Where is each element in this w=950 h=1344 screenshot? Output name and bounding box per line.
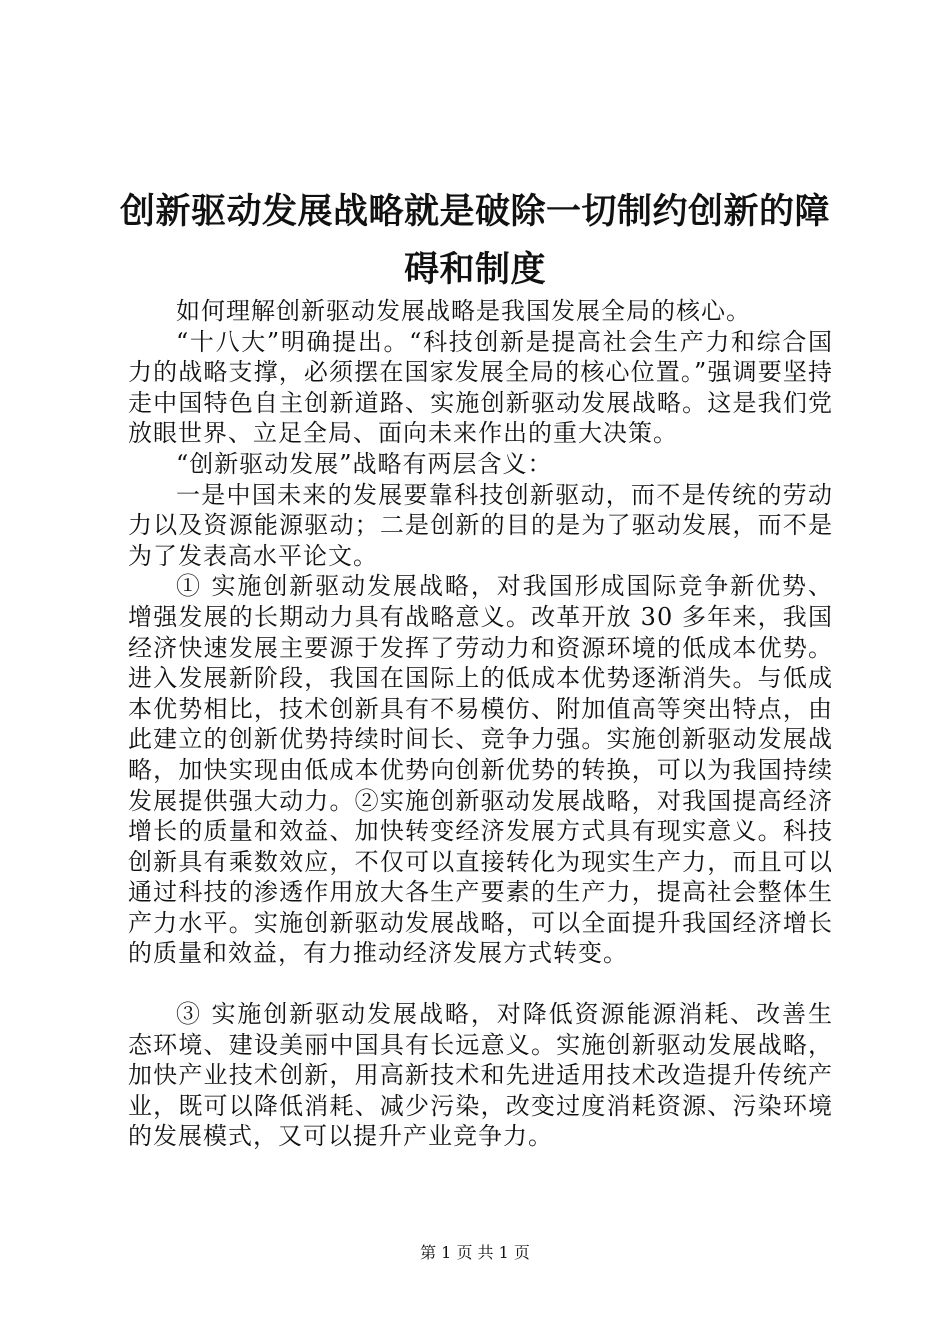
paragraph-two-meanings-heading: “创新驱动发展”战略有两层含义： <box>176 449 553 478</box>
document-title: 创新驱动发展战略就是破除一切制约创新的障碍和制度 <box>119 191 830 290</box>
paragraph-intro: 如何理解创新驱动发展战略是我国发展全局的核心。 <box>176 297 751 325</box>
paragraph-point-one-two: ① 实施创新驱动发展战略，对我国形成国际竞争新优势、增强发展的长期动力具有战略意义。改革开放 30 多年来，我国经济快速发展主要源于发挥了劳动力和资源环境的低成本优势。进入发展新阶段，我国在国际上的低成本优势逐渐消失。与低成本优势相比，技术创新具有不易模仿、附加值高等突出特点，由此建立的创新优势持续时间长、竞争力强。实施创新驱动发展战略，加快实现由低成本优势向创新优势的转换，可以为我国持续发展提供强大动力。②实施创新驱动发展战略，对我国提高经济增长的质量和效益、加快转变经济发展方式具有现实意义。科技创新具有乘数效应，不仅可以直接转化为现实生产力，而且可以通过科技的渗透作用放大各生产要素的生产力，提高社会整体生产力水平。实施创新驱动发展战略，可以全面提升我国经济增长的质量和效益，有力推动经济发展方式转变。 <box>128 572 833 968</box>
paragraph-eighteenth-congress: “十八大”明确提出。“科技创新是提高社会生产力和综合国力的战略支撑，必须摆在国家发展全局的核心位置。”强调要坚持走中国特色自主创新道路、实施创新驱动发展战略。这是我们党放眼世界、立足全局、面向未来作出的重大决策。 <box>128 327 833 448</box>
document-body <box>128 296 833 1152</box>
paragraph-point-three: ③ 实施创新驱动发展战略，对降低资源能源消耗、改善生态环境、建设美丽中国具有长远意义。实施创新驱动发展战略，加快产业技术创新，用高新技术和先进适用技术改造提升传统产业，既可以降低消耗、减少污染，改变过度消耗资源、污染环境的发展模式，又可以提升产业竞争力。 <box>128 1000 833 1151</box>
paragraph-two-meanings: 一是中国未来的发展要靠科技创新驱动，而不是传统的劳动力以及资源能源驱动；二是创新的目的是为了驱动发展，而不是为了发表高水平论文。 <box>128 480 833 570</box>
page-footer: 第 1 页 共 1 页 <box>420 1243 530 1262</box>
